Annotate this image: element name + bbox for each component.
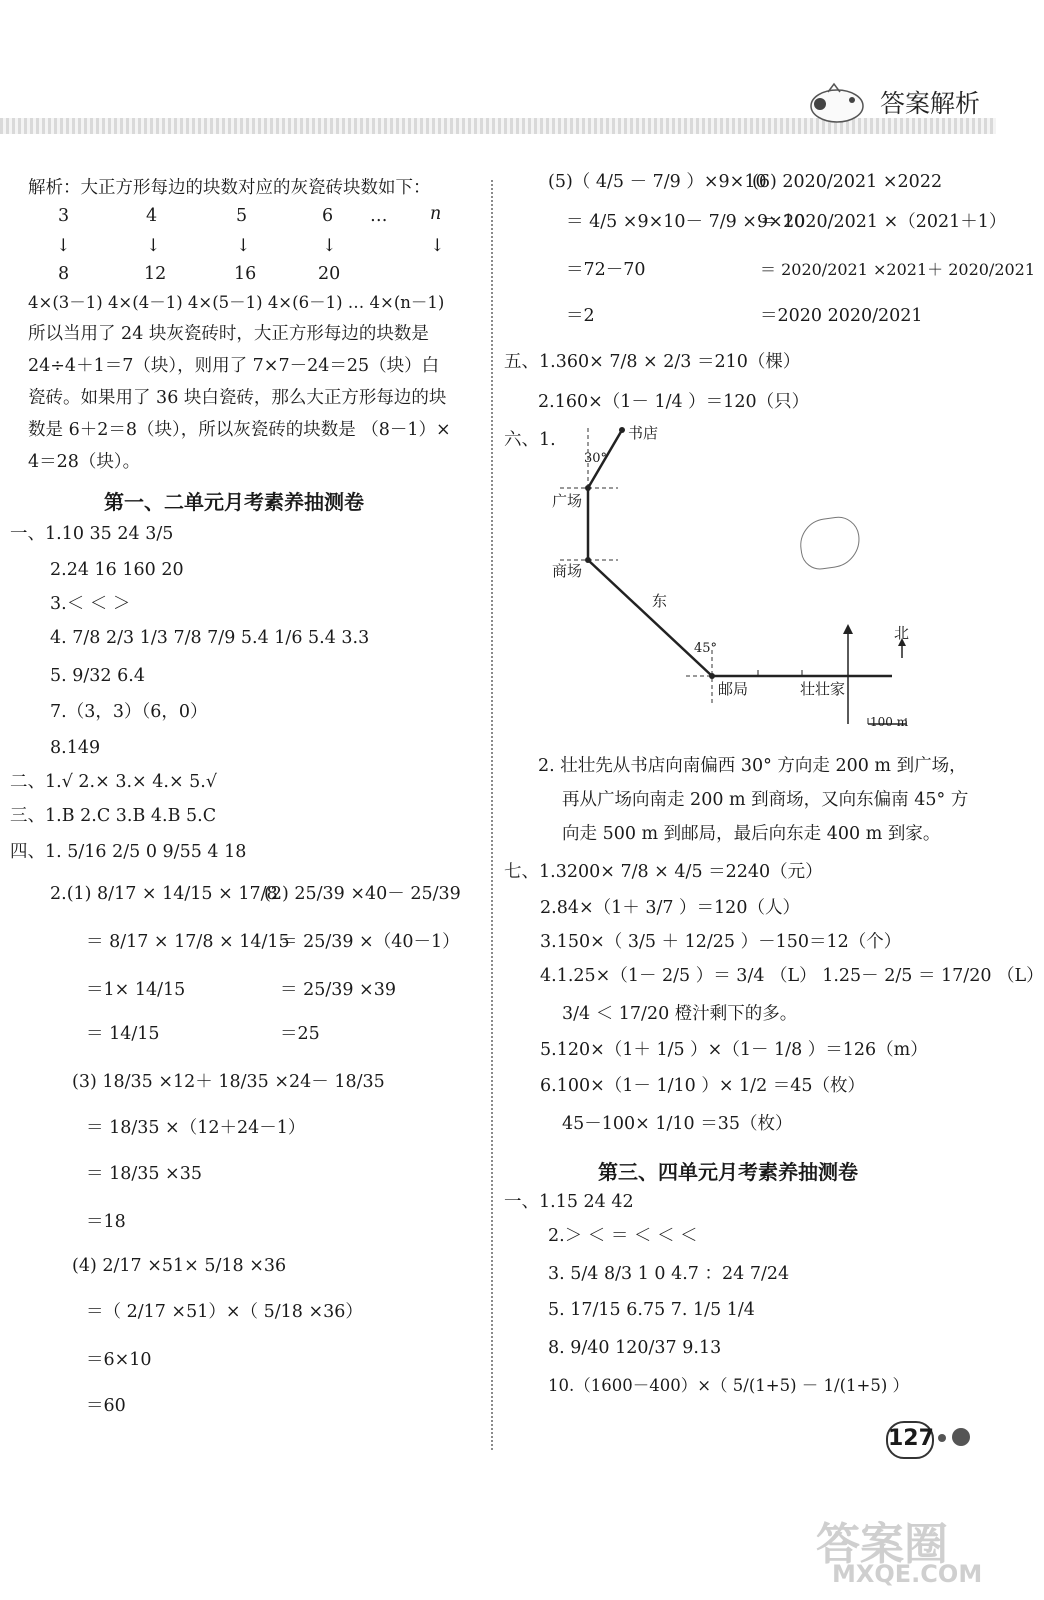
map-home: 壮壮家	[800, 680, 846, 698]
ans-line-9: 四、1. 5/16 2/5 0 9/55 4 18	[10, 842, 247, 862]
watermark-logo: 答案圈	[816, 1519, 948, 1570]
seven-line-6: 6.100×（1－ 1/10 ）× 1/2 ＝45（枚）	[540, 1076, 866, 1096]
ans-line-22: (4) 2/17 ×51× 5/18 ×36	[72, 1256, 287, 1276]
dot-large-icon	[952, 1428, 970, 1446]
mascot-icon	[808, 80, 866, 124]
seven-line-4: 3/4 ＜ 17/20 橙汁剩下的多。	[562, 1004, 798, 1024]
ans-line-5: 7.（3，3）（6，0）	[50, 702, 208, 722]
map-north: 北	[894, 624, 910, 642]
row-bottom-3: 20	[318, 264, 341, 284]
arrow-0: ↓	[56, 236, 71, 256]
seven-line-5: 5.120×（1＋ 1/5 ）×（1－ 1/8 ）＝126（m）	[540, 1040, 928, 1060]
ans-line-15: ＝ 25/39 ×（40－1）	[280, 932, 460, 952]
ans-line-3: 4. 7/8 2/3 1/3 7/8 7/9 5.4 1/6 5.4 3.3	[50, 628, 370, 648]
ans-line-18: (3) 18/35 ×12＋ 18/35 ×24－ 18/35	[72, 1072, 385, 1092]
ans-line-25: ＝60	[86, 1396, 126, 1416]
page-number: 127	[886, 1421, 934, 1459]
ans-line-10: 2.(1) 8/17 × 14/15 × 17/8	[50, 884, 278, 904]
para-line-4: 4＝28（块）。	[28, 452, 141, 472]
para-line-2: 瓷砖。如果用了 36 块白瓷砖，那么大正方形每边的块	[28, 388, 447, 408]
map-post: 邮局	[718, 680, 749, 698]
row-top-2: 5	[236, 206, 248, 226]
bottom-line-2: 3. 5/4 8/3 1 0 4.7 ：24 7/24	[548, 1264, 790, 1284]
ans-line-8: 三、1.B 2.C 3.B 4.B 5.C	[10, 806, 217, 826]
answer2-line-2: 向走 500 m 到邮局，最后向东走 400 m 到家。	[562, 824, 941, 844]
map-angle-45: 45°	[694, 641, 718, 656]
map-east: 东	[652, 592, 668, 610]
section-title-2: 第三、四单元月考素养抽测卷	[598, 1160, 858, 1184]
r-line-7: ＝2020 2020/2021	[760, 306, 923, 326]
ans-line-7: 二、1.√ 2.× 3.× 4.× 5.√	[10, 772, 218, 792]
ans-line-1: 2.24 16 160 20	[50, 560, 184, 580]
ans-line-19: ＝ 18/35 ×（12＋24－1）	[86, 1118, 306, 1138]
row-top-3: 6	[322, 206, 334, 226]
row-top-1: 4	[146, 206, 158, 226]
r-line-6: ＝ 2020/2021 ×2021＋ 2020/2021	[760, 260, 1036, 279]
ans-line-24: ＝6×10	[86, 1350, 152, 1370]
seven-line-0: 七、1.3200× 7/8 × 4/5 ＝2240（元）	[504, 862, 823, 882]
formula-row: 4×(3－1) 4×(4－1) 4×(5－1) 4×(6－1) … 4×(n－1)	[28, 293, 445, 312]
ans-line-20: ＝ 18/35 ×35	[86, 1164, 202, 1184]
ans-line-2: 3.＜ ＜ ＞	[50, 594, 131, 614]
r-line-9: 2.160×（1－ 1/4 ）＝120（只）	[538, 392, 810, 412]
r-line-3: ＝2	[566, 306, 595, 326]
para-line-3: 数是 6＋2＝8（块），所以灰瓷砖的块数是 （8－1）×	[28, 420, 451, 440]
ans-line-11: ＝ 8/17 × 17/8 × 14/15	[86, 932, 290, 952]
r-line-0: (5)（ 4/5 － 7/9 ）×9×10	[548, 172, 767, 192]
r-line-4: (6) 2020/2021 ×2022	[752, 172, 943, 192]
row-bottom-0: 8	[58, 264, 70, 284]
map-angle-30: 30°	[584, 451, 608, 466]
seven-line-1: 2.84×（1＋ 3/7 ）＝120（人）	[540, 898, 800, 918]
ans-line-13: ＝ 14/15	[86, 1024, 160, 1044]
row-bottom-2: 16	[234, 264, 257, 284]
watermark-url: MXQE.COM	[832, 1560, 983, 1588]
seven-line-7: 45－100× 1/10 ＝35（枚）	[562, 1114, 793, 1134]
section-title-1: 第一、二单元月考素养抽测卷	[104, 490, 364, 514]
ans-line-4: 5. 9/32 6.4	[50, 666, 145, 686]
arrow-4: ↓	[430, 236, 445, 256]
row-top-5: n	[430, 204, 442, 224]
ans-line-23: ＝（ 2/17 ×51）×（ 5/18 ×36）	[86, 1302, 363, 1322]
ans-line-0: 一、1.10 35 24 3/5	[10, 524, 174, 544]
row-top-4: …	[370, 206, 388, 226]
arrow-2: ↓	[236, 236, 251, 256]
intro-text: 解析：大正方形每边的块数对应的灰瓷砖块数如下：	[28, 178, 431, 198]
bottom-line-0: 一、1.15 24 42	[504, 1192, 634, 1212]
r-line-1: ＝ 4/5 ×9×10－ 7/9 ×9×10	[566, 212, 806, 232]
arrow-3: ↓	[322, 236, 337, 256]
header-title: 答案解析	[880, 89, 981, 118]
ans-line-21: ＝18	[86, 1212, 126, 1232]
map-mall: 商场	[552, 562, 583, 580]
para-line-1: 24÷4＋1＝7（块），则用了 7×7－24＝25（块）白	[28, 356, 440, 376]
bottom-line-4: 8. 9/40 120/37 9.13	[548, 1338, 722, 1358]
seven-line-2: 3.150×（ 3/5 ＋ 12/25 ）－150＝12（个）	[540, 932, 902, 952]
bottom-line-1: 2.＞ ＜ ＝ ＜ ＜ ＜	[548, 1226, 698, 1246]
bottom-line-5: 10.（1600－400）×（ 5/(1+5) － 1/(1+5) ）	[548, 1376, 910, 1395]
map-square: 广场	[552, 492, 583, 510]
dot-small-icon	[938, 1434, 946, 1442]
r-line-5: ＝ 2020/2021 ×（2021＋1）	[760, 212, 1007, 232]
r-line-2: ＝72－70	[566, 260, 646, 280]
row-bottom-1: 12	[144, 264, 167, 284]
bottom-line-3: 5. 17/15 6.75 7. 1/5 1/4	[548, 1300, 755, 1320]
map-scale: 100 m	[870, 715, 909, 729]
ans-line-12: ＝1× 14/15	[86, 980, 186, 1000]
answer2-line-1: 再从广场向南走 200 m 到商场，又向东偏南 45° 方	[562, 790, 969, 810]
answer2-line-0: 2. 壮壮先从书店向南偏西 30° 方向走 200 m 到广场，	[538, 756, 967, 776]
r-line-8: 五、1.360× 7/8 × 2/3 ＝210（棵）	[504, 352, 801, 372]
ans-line-16: ＝ 25/39 ×39	[280, 980, 396, 1000]
r-line-10: 六、1.	[504, 430, 556, 450]
column-divider	[491, 180, 493, 1450]
para-line-0: 所以当用了 24 块灰瓷砖时，大正方形每边的块数是	[28, 324, 429, 344]
row-top-0: 3	[58, 206, 70, 226]
ans-line-17: ＝25	[280, 1024, 320, 1044]
ans-line-14: (2) 25/39 ×40－ 25/39	[264, 884, 461, 904]
seven-line-3: 4.1.25×（1－ 2/5 ）＝ 3/4 （L） 1.25－ 2/5 ＝ 17/20 （L）	[540, 966, 1044, 986]
map-bookstore: 书店	[628, 424, 659, 442]
ans-line-6: 8.149	[50, 738, 101, 758]
arrow-1: ↓	[146, 236, 161, 256]
